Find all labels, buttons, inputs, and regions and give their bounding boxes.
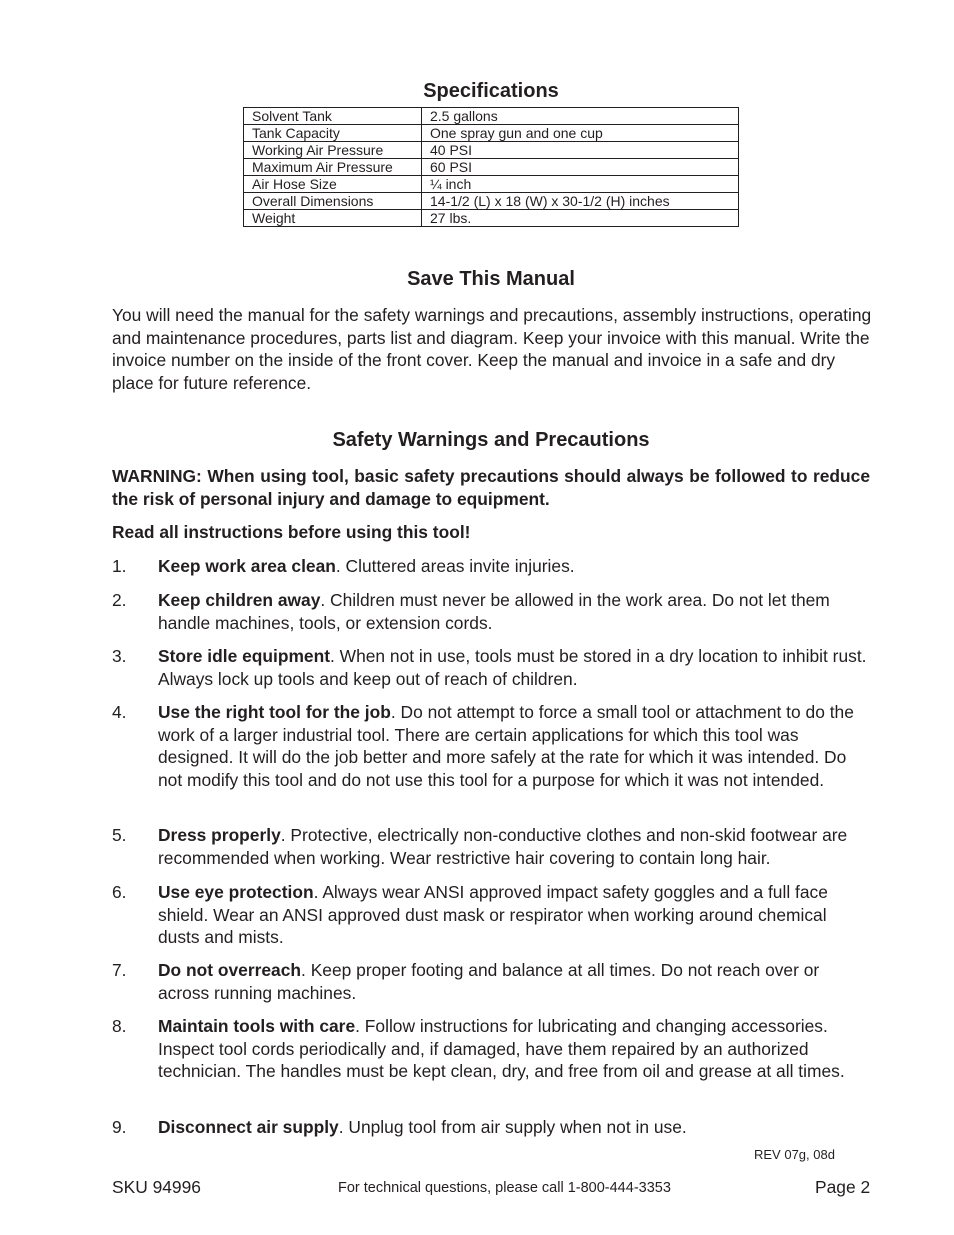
list-item — [112, 645, 872, 690]
item-text: . Keep proper footing and balance at all times. Do not reach over or across running machines. — [158, 960, 820, 1003]
item-lead: Dress properly — [158, 825, 281, 845]
item-text: . Children must never be allowed in the work area. Do not let them handle machines, tools, or extension cords. — [158, 590, 830, 633]
revision-code: REV 07g, 08d — [754, 1147, 835, 1162]
list-item — [112, 1116, 872, 1139]
item-text: . Follow instructions for lubricating and changing accessories. Inspect tool cords periodically and, if damaged, have them repaired by an authorized technician. The handles must be kept clean, dry, and free from oil and grease at all times. — [158, 1016, 845, 1082]
list-item — [112, 1015, 872, 1083]
item-number: 5. — [112, 825, 127, 845]
spec-value: One spray gun and one cup — [422, 125, 739, 142]
item-text: . Do not attempt to force a small tool or attachment to do the work of a larger industrial tool. There are certain applications for which this tool was designed. It will do the job better and more safely at the rate for which it was intended. Do not modify this tool and do not use this tool for a purpose for which it was not intended. — [158, 702, 854, 791]
table-row — [244, 193, 739, 210]
item-lead: Disconnect air supply — [158, 1117, 339, 1137]
spec-label: Overall Dimensions — [244, 193, 422, 210]
item-number: 4. — [112, 702, 127, 722]
list-item — [112, 701, 872, 792]
item-number: 8. — [112, 1016, 127, 1036]
item-lead: Do not overreach — [158, 960, 302, 980]
safety-heading: Safety Warnings and Precautions — [332, 429, 650, 451]
item-text: . Always wear ANSI approved impact safety goggles and a full face shield. Wear an ANSI approved dust mask or respirator when working around chemical dusts and mists. — [158, 882, 828, 948]
item-number: 7. — [112, 960, 127, 980]
save-manual-paragraph: You will need the manual for the safety warnings and precautions, assembly instructions, operating and maintenance procedures, parts list and diagram. Keep your invoice with this manual. Write the invoice number on the inside of the front cover. Keep the manual and invoice in a safe and dry place for future reference. — [112, 305, 872, 394]
table-row — [244, 142, 739, 159]
item-text: . Protective, electrically non-conductive clothes and non-skid footwear are recommended when working. Wear restrictive hair covering to contain long hair. — [158, 825, 848, 868]
item-text: . Unplug tool from air supply when not in use. — [338, 1117, 687, 1137]
tech-support-line: For technical questions, please call 1-800-444-3353 — [338, 1180, 671, 1196]
item-lead: Use eye protection — [158, 882, 314, 902]
item-number: 1. — [112, 556, 127, 576]
item-number: 2. — [112, 590, 127, 610]
spec-value: 2.5 gallons — [422, 108, 739, 125]
save-manual-heading: Save This Manual — [407, 268, 575, 290]
list-item — [112, 881, 872, 949]
item-lead: Use the right tool for the job — [158, 702, 391, 722]
table-row — [244, 108, 739, 125]
list-item — [112, 589, 872, 634]
spec-label: Tank Capacity — [244, 125, 422, 142]
item-number: 3. — [112, 646, 127, 666]
spec-value: 14-1/2 (L) x 18 (W) x 30-1/2 (H) inches — [422, 193, 739, 210]
spec-value: 27 lbs. — [422, 210, 739, 227]
page-number: Page 2 — [815, 1177, 871, 1197]
spec-label: Weight — [244, 210, 422, 227]
list-item — [112, 555, 872, 578]
item-number: 9. — [112, 1117, 127, 1137]
spec-value: 60 PSI — [422, 159, 739, 176]
specifications-heading: Specifications — [423, 80, 559, 102]
list-item — [112, 824, 872, 869]
spec-value: 40 PSI — [422, 142, 739, 159]
item-lead: Store idle equipment — [158, 646, 330, 666]
item-text: . When not in use, tools must be stored in a dry location to inhibit rust. Always lock up tools and keep out of reach of children. — [158, 646, 867, 689]
spec-label: Air Hose Size — [244, 176, 422, 193]
table-row — [244, 210, 739, 227]
item-text: . Cluttered areas invite injuries. — [335, 556, 575, 576]
spec-label: Maximum Air Pressure — [244, 159, 422, 176]
sku-number: SKU 94996 — [112, 1177, 201, 1197]
item-lead: Keep work area clean — [158, 556, 336, 576]
list-item — [112, 959, 872, 1004]
spec-value: ¼ inch — [422, 176, 739, 193]
table-row — [244, 125, 739, 142]
item-lead: Maintain tools with care — [158, 1016, 356, 1036]
read-instructions-note: Read all instructions before using this tool! — [112, 522, 471, 542]
item-lead: Keep children away — [158, 590, 321, 610]
item-number: 6. — [112, 882, 127, 902]
specifications-table — [243, 107, 739, 227]
spec-label: Solvent Tank — [244, 108, 422, 125]
table-row — [244, 176, 739, 193]
table-row — [244, 159, 739, 176]
warning-paragraph: WARNING: When using tool, basic safety precautions should always be followed to reduce the risk of personal injury and damage to equipment. — [112, 466, 870, 509]
spec-label: Working Air Pressure — [244, 142, 422, 159]
